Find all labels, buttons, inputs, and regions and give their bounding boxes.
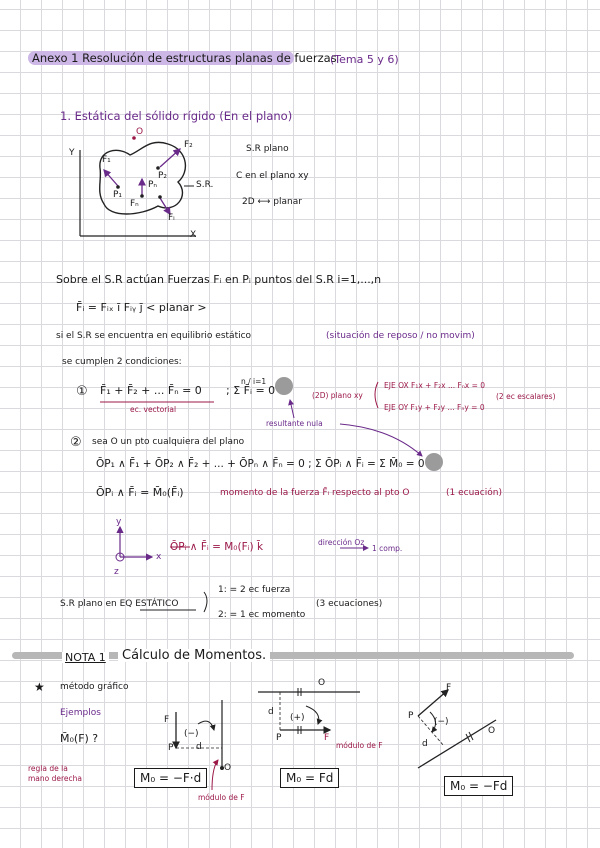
axes-z-label: z (114, 567, 119, 577)
cond2-direccion: dirección Oz (318, 538, 365, 547)
cond2-moment-note: momento de la fuerza F̄ᵢ respecto al pto O (220, 488, 410, 498)
cond1-equation: F̄₁ + F̄₂ + ... F̄ₙ = 0 (100, 384, 202, 397)
cond1-sum: ; Σ F̄ᵢ = 0 (226, 384, 276, 397)
axes-y-label: y (116, 517, 122, 527)
cond2-text: sea O un pto cualquiera del plano (92, 437, 245, 447)
note-c-plano: C en el plano xy (236, 171, 309, 181)
ex1-rotation (198, 721, 214, 730)
ex2-d: d (268, 707, 274, 717)
cond1-eje-y: EJE OY F₁y + F₂y ... Fₙy = 0 (384, 403, 485, 412)
nota-regla: regla de la mano derecha (28, 764, 83, 783)
axes-x-label: x (156, 552, 162, 562)
cond2-k-equation: ŌPᵢ ∧ F̄ᵢ = M₀(Fᵢ) k̄ (170, 541, 264, 553)
ex2-sign: (+) (290, 713, 305, 723)
cond1-eje-x: EJE OX F₁x + F₂x ... Fₙx = 0 (384, 381, 486, 390)
label-pn: Pₙ (148, 180, 158, 190)
ex3-p: P (408, 711, 414, 721)
cond2-comp: 1 comp. (372, 544, 403, 553)
cond1-label: ec. vectorial (130, 405, 177, 414)
label-o: O (136, 127, 144, 137)
note-sr-plano: S.R plano (246, 144, 289, 154)
text-fi-def: F̄ᵢ = Fᵢₓ ī Fᵢᵧ j̄ < planar > (76, 301, 207, 314)
text-equilibrio-note: (situación de reposo / no movim) (326, 331, 475, 341)
ex3-f: F (446, 683, 452, 693)
summary-lhs: S.R plano en EQ ESTÁTICO (60, 599, 179, 609)
ex2-p: P (276, 733, 282, 743)
nota-title: Cálculo de Momentos. (118, 649, 270, 662)
text-equilibrio: si el S.R se encuentra en equilibrio estático (56, 331, 252, 341)
ex3-sign: (−) (434, 717, 449, 727)
summary-total: (3 ecuaciones) (316, 599, 383, 609)
ex2-note: módulo de F (336, 741, 383, 750)
nota-label: NOTA 1 (62, 652, 109, 663)
cond1-escalares: (2 ec escalares) (496, 392, 556, 401)
section-heading: 1. Estática del sólido rígido (En el plano) (60, 109, 293, 123)
axis-y-label: Y (69, 148, 75, 158)
label-sr: S.R. (196, 180, 214, 190)
ex2-result: M₀ = Fd (280, 768, 339, 788)
cond1-sum-limits: n / i=1 (241, 377, 267, 386)
ex3-d: d (422, 739, 428, 749)
ex3-o: O (488, 726, 496, 736)
ex3-force-arrow (418, 690, 448, 716)
label-f1: F₁ (102, 155, 111, 165)
label-f2: F₂ (184, 140, 193, 150)
ex3-line (418, 717, 496, 768)
axis-x-label: X (190, 230, 197, 240)
ex1-o: O (224, 763, 232, 773)
cond2-number: ② (70, 435, 82, 450)
ex1-note-arrow (212, 760, 218, 790)
ex1-result: M₀ = −F·d (134, 768, 207, 788)
bullet-star: ★ (34, 680, 45, 694)
cond1-plano: (2D) plano xy (312, 391, 363, 400)
cond2-equation: ŌP₁ ∧ F̄₁ + ŌP₂ ∧ F̄₂ + ... + ŌPₙ ∧ F̄ₙ = 0 ; Σ ŌPᵢ ∧ F̄ᵢ = Σ M̄₀ = 0 (96, 458, 425, 470)
ex1-p: P (168, 743, 174, 753)
cond2-moment-def: ŌPᵢ ∧ F̄ᵢ = M̄₀(F̄ᵢ) (96, 486, 184, 499)
nota-metodo: método gráfico (60, 682, 129, 692)
text-sobre: Sobre el S.R actúan Fuerzas Fᵢ en Pᵢ puntos del S.R i=1,...,n (56, 273, 382, 286)
ex2-f: F (324, 733, 330, 743)
ex2-o: O (318, 678, 326, 688)
nota-ejemplos: Ejemplos (60, 708, 101, 718)
tema-label: (Tema 5 y 6) (330, 53, 399, 66)
label-fi: Fᵢ (168, 213, 175, 223)
cond2-una-ecuacion: (1 ecuación) (446, 488, 502, 498)
page-title: Anexo 1 Resolución de estructuras planas de fuerzas (32, 51, 337, 65)
text-condiciones: se cumplen 2 condiciones: (62, 357, 182, 367)
cond1-resultante: resultante nula (266, 419, 323, 428)
summary-line2: 2: = 1 ec momento (218, 610, 306, 620)
ex2-rotation (306, 706, 319, 724)
cond1-number: ① (76, 384, 88, 399)
label-fn: Fₙ (130, 199, 139, 209)
ex1-sign: (−) (184, 729, 199, 739)
label-p2: P₂ (158, 171, 168, 181)
nota-mo: M̄₀(F) ? (60, 732, 99, 745)
summary-line1: 1: = 2 ec fuerza (218, 585, 291, 595)
label-p1: P₁ (113, 190, 123, 200)
ex1-note: módulo de F (198, 793, 245, 802)
ex1-f: F (164, 715, 170, 725)
ex1-d: d (196, 742, 202, 752)
ex3-result: M₀ = −Fd (444, 776, 513, 796)
note-dof: 2D ⟷ planar (242, 197, 302, 207)
